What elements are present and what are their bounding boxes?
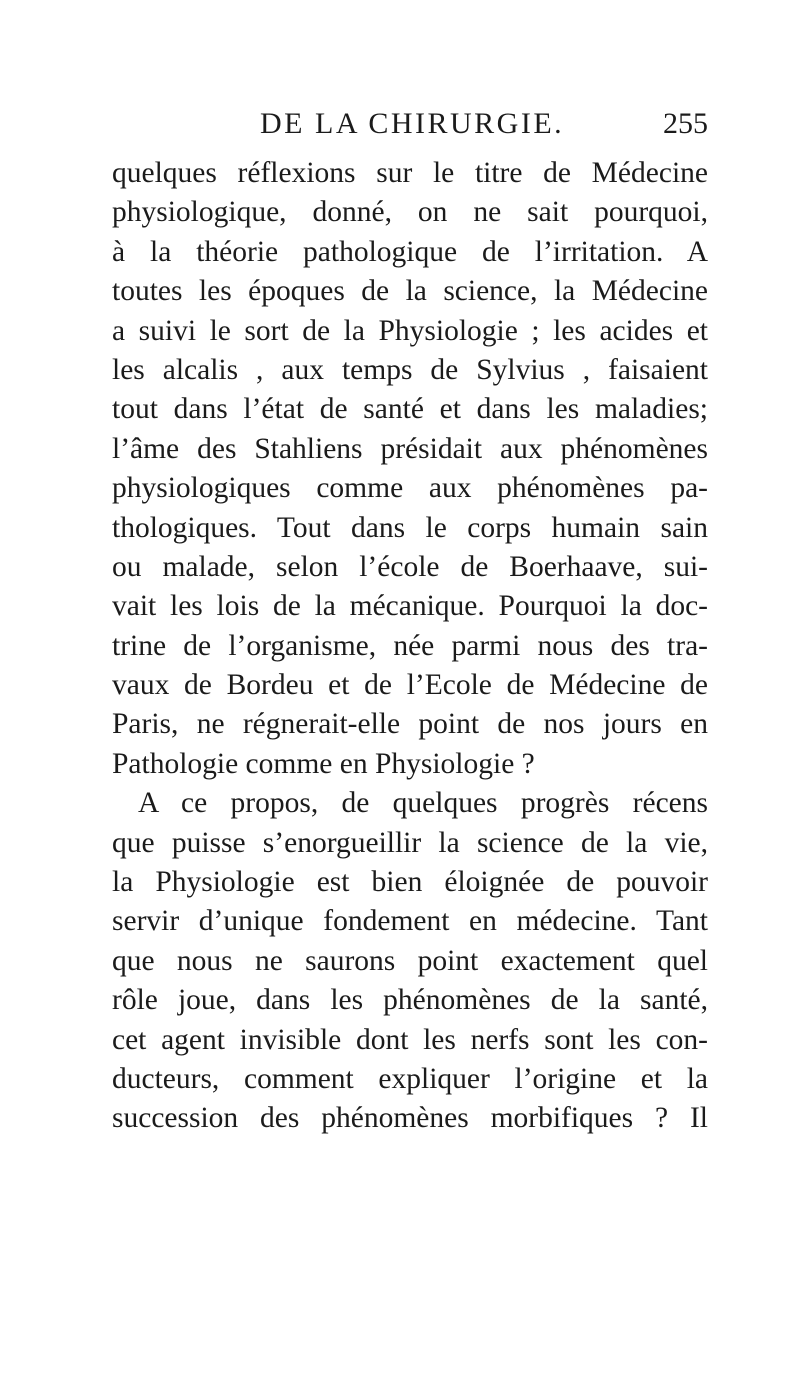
page-number: 255 [663, 107, 708, 140]
running-head [112, 104, 708, 144]
text-line: ducteurs, comment expliquer l’origine et la [112, 1062, 708, 1095]
text-line: servir d’unique fondement en médecine. Tant [112, 905, 708, 938]
text-line: vaux de Bordeu et de l’Ecole de Médecine de [112, 669, 708, 702]
text-line: tout dans l’état de santé et dans les maladies; [112, 393, 708, 426]
text-line: que nous ne saurons point exactement quel [112, 944, 708, 977]
text-line: les alcalis , aux temps de Sylvius , faisaient [112, 353, 708, 386]
text-line: trine de l’organisme, née parmi nous des tra- [112, 629, 708, 662]
text-line: thologiques. Tout dans le corps humain sain [112, 511, 708, 544]
text-line: a suivi le sort de la Physiologie ; les acides et [112, 314, 708, 347]
text-line: A ce propos, de quelques progrès récens [138, 787, 708, 820]
text-line: Pathologie comme en Physiologie ? [112, 747, 535, 780]
text-line: vait les lois de la mécanique. Pourquoi la doc- [112, 590, 708, 623]
text-line: ou malade, selon l’école de Boerhaave, sui- [112, 550, 708, 583]
text-line: physiologiques comme aux phénomènes pa- [112, 472, 708, 505]
text-line: physiologique, donné, on ne sait pourquoi, [112, 196, 708, 229]
running-title: DE LA CHIRURGIE. [260, 107, 565, 140]
body-text [112, 154, 708, 1139]
text-line: Paris, ne régnerait-elle point de nos jours en [112, 708, 708, 741]
text-line: succession des phénomènes morbifiques ? Il [112, 1102, 708, 1135]
text-line: cet agent invisible dont les nerfs sont les con- [112, 1023, 708, 1056]
text-line: que puisse s’enorgueillir la science de la vie, [112, 826, 708, 859]
text-line: rôle joue, dans les phénomènes de la santé, [112, 984, 708, 1017]
text-line: quelques réflexions sur le titre de Médecine [112, 157, 708, 189]
text-line: toutes les époques de la science, la Médecine [112, 275, 708, 308]
text-line: à la théorie pathologique de l’irritation. A [112, 235, 708, 268]
text-line: l’âme des Stahliens présidait aux phénomènes [112, 432, 708, 465]
text-line: la Physiologie est bien éloignée de pouvoir [112, 866, 708, 899]
